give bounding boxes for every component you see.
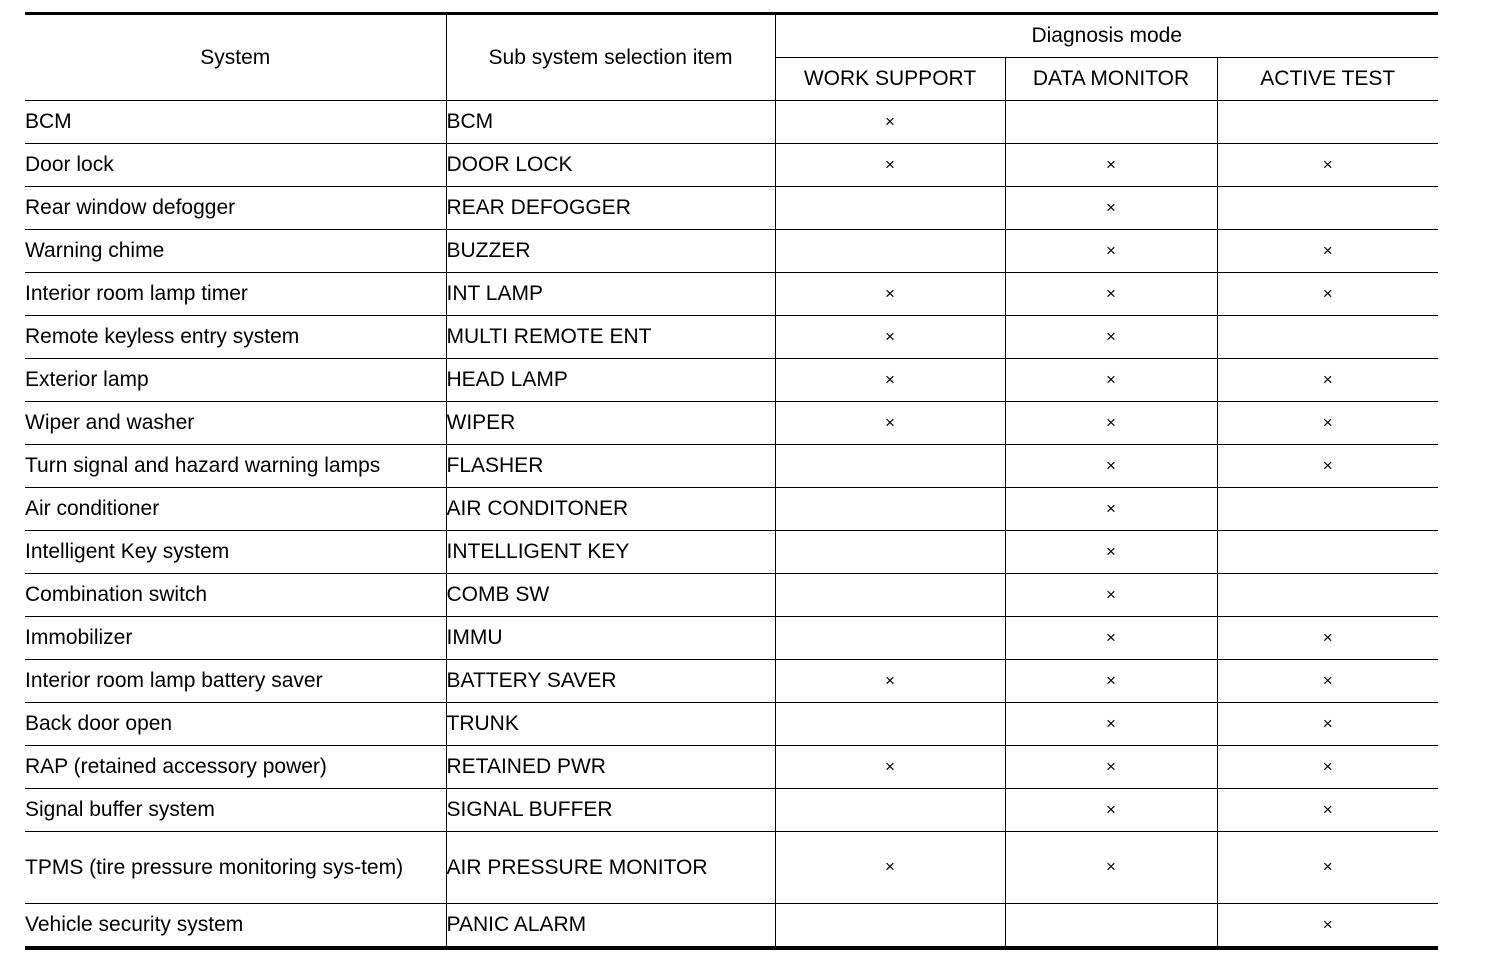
cell-system: Turn signal and hazard warning lamps bbox=[25, 445, 446, 488]
cell-sub-system: SIGNAL BUFFER bbox=[446, 789, 775, 832]
cell-work-support bbox=[775, 904, 1005, 949]
cell-sub-system: AIR CONDITONER bbox=[446, 488, 775, 531]
table-row bbox=[25, 230, 1438, 273]
cell-active-test bbox=[1217, 316, 1438, 359]
cell-active-test: × bbox=[1217, 789, 1438, 832]
cell-sub-system: BUZZER bbox=[446, 230, 775, 273]
cell-system: Interior room lamp timer bbox=[25, 273, 446, 316]
table-row bbox=[25, 445, 1438, 488]
column-header-work-support: WORK SUPPORT bbox=[775, 58, 1005, 101]
column-group-diagnosis-mode: Diagnosis mode bbox=[775, 14, 1438, 58]
table-row bbox=[25, 316, 1438, 359]
cell-sub-system: TRUNK bbox=[446, 703, 775, 746]
table-row bbox=[25, 101, 1438, 144]
cell-system: Warning chime bbox=[25, 230, 446, 273]
diagnosis-table bbox=[25, 12, 1438, 950]
cell-work-support: × bbox=[775, 832, 1005, 904]
cell-sub-system: RETAINED PWR bbox=[446, 746, 775, 789]
cell-active-test: × bbox=[1217, 445, 1438, 488]
table-row bbox=[25, 488, 1438, 531]
cell-system: Exterior lamp bbox=[25, 359, 446, 402]
cell-active-test: × bbox=[1217, 617, 1438, 660]
cell-work-support: × bbox=[775, 144, 1005, 187]
table-row bbox=[25, 359, 1438, 402]
cell-system: Vehicle security system bbox=[25, 904, 446, 949]
cell-data-monitor: × bbox=[1005, 488, 1217, 531]
cell-sub-system: COMB SW bbox=[446, 574, 775, 617]
cell-work-support: × bbox=[775, 359, 1005, 402]
table-row bbox=[25, 660, 1438, 703]
cell-data-monitor: × bbox=[1005, 273, 1217, 316]
cell-data-monitor: × bbox=[1005, 531, 1217, 574]
cell-work-support bbox=[775, 187, 1005, 230]
cell-sub-system: BATTERY SAVER bbox=[446, 660, 775, 703]
cell-data-monitor: × bbox=[1005, 402, 1217, 445]
cell-data-monitor: × bbox=[1005, 230, 1217, 273]
cell-active-test: × bbox=[1217, 904, 1438, 949]
table-row bbox=[25, 904, 1438, 949]
cell-active-test: × bbox=[1217, 359, 1438, 402]
cell-data-monitor: × bbox=[1005, 187, 1217, 230]
table-row bbox=[25, 144, 1438, 187]
cell-data-monitor: × bbox=[1005, 316, 1217, 359]
cell-active-test bbox=[1217, 531, 1438, 574]
cell-data-monitor: × bbox=[1005, 617, 1217, 660]
cell-system: Back door open bbox=[25, 703, 446, 746]
cell-active-test: × bbox=[1217, 402, 1438, 445]
column-header-sub-system: Sub system selection item bbox=[446, 14, 775, 101]
table-row bbox=[25, 832, 1438, 904]
header-row-top bbox=[25, 14, 1438, 58]
cell-sub-system: DOOR LOCK bbox=[446, 144, 775, 187]
cell-active-test: × bbox=[1217, 230, 1438, 273]
cell-sub-system: INTELLIGENT KEY bbox=[446, 531, 775, 574]
cell-active-test: × bbox=[1217, 703, 1438, 746]
cell-system: Air conditioner bbox=[25, 488, 446, 531]
table-row bbox=[25, 574, 1438, 617]
cell-sub-system: AIR PRESSURE MONITOR bbox=[446, 832, 775, 904]
table-row bbox=[25, 617, 1438, 660]
cell-system: Combination switch bbox=[25, 574, 446, 617]
table-row bbox=[25, 789, 1438, 832]
cell-system: BCM bbox=[25, 101, 446, 144]
cell-work-support: × bbox=[775, 746, 1005, 789]
cell-data-monitor bbox=[1005, 101, 1217, 144]
cell-system: Signal buffer system bbox=[25, 789, 446, 832]
cell-active-test bbox=[1217, 187, 1438, 230]
cell-sub-system: IMMU bbox=[446, 617, 775, 660]
cell-work-support: × bbox=[775, 402, 1005, 445]
cell-sub-system: MULTI REMOTE ENT bbox=[446, 316, 775, 359]
cell-active-test: × bbox=[1217, 144, 1438, 187]
column-header-data-monitor: DATA MONITOR bbox=[1005, 58, 1217, 101]
cell-system: Rear window defogger bbox=[25, 187, 446, 230]
cell-work-support bbox=[775, 574, 1005, 617]
cell-sub-system: WIPER bbox=[446, 402, 775, 445]
cell-sub-system: HEAD LAMP bbox=[446, 359, 775, 402]
cell-active-test: × bbox=[1217, 660, 1438, 703]
cell-active-test bbox=[1217, 574, 1438, 617]
cell-system: Interior room lamp battery saver bbox=[25, 660, 446, 703]
cell-system: Door lock bbox=[25, 144, 446, 187]
cell-data-monitor: × bbox=[1005, 144, 1217, 187]
cell-sub-system: FLASHER bbox=[446, 445, 775, 488]
cell-sub-system: REAR DEFOGGER bbox=[446, 187, 775, 230]
cell-system: RAP (retained accessory power) bbox=[25, 746, 446, 789]
cell-sub-system: PANIC ALARM bbox=[446, 904, 775, 949]
cell-system: Remote keyless entry system bbox=[25, 316, 446, 359]
cell-active-test: × bbox=[1217, 273, 1438, 316]
cell-data-monitor: × bbox=[1005, 789, 1217, 832]
cell-active-test bbox=[1217, 488, 1438, 531]
cell-data-monitor: × bbox=[1005, 445, 1217, 488]
cell-system: Wiper and washer bbox=[25, 402, 446, 445]
table-row bbox=[25, 402, 1438, 445]
cell-system: Immobilizer bbox=[25, 617, 446, 660]
cell-data-monitor bbox=[1005, 904, 1217, 949]
cell-data-monitor: × bbox=[1005, 703, 1217, 746]
cell-data-monitor: × bbox=[1005, 359, 1217, 402]
table-body bbox=[25, 101, 1438, 949]
table-header bbox=[25, 14, 1438, 101]
cell-work-support bbox=[775, 531, 1005, 574]
table-row bbox=[25, 531, 1438, 574]
cell-sub-system: INT LAMP bbox=[446, 273, 775, 316]
cell-system: TPMS (tire pressure monitoring sys-tem) bbox=[25, 832, 446, 904]
table-row bbox=[25, 273, 1438, 316]
cell-system: Intelligent Key system bbox=[25, 531, 446, 574]
cell-sub-system: BCM bbox=[446, 101, 775, 144]
table-row bbox=[25, 746, 1438, 789]
cell-active-test: × bbox=[1217, 832, 1438, 904]
cell-work-support: × bbox=[775, 660, 1005, 703]
cell-data-monitor: × bbox=[1005, 574, 1217, 617]
cell-work-support: × bbox=[775, 316, 1005, 359]
cell-work-support bbox=[775, 617, 1005, 660]
table-row bbox=[25, 187, 1438, 230]
cell-work-support: × bbox=[775, 101, 1005, 144]
cell-data-monitor: × bbox=[1005, 660, 1217, 703]
cell-active-test bbox=[1217, 101, 1438, 144]
column-header-system: System bbox=[25, 14, 446, 101]
cell-data-monitor: × bbox=[1005, 832, 1217, 904]
cell-work-support bbox=[775, 488, 1005, 531]
cell-work-support bbox=[775, 703, 1005, 746]
table-row bbox=[25, 703, 1438, 746]
cell-work-support: × bbox=[775, 273, 1005, 316]
cell-active-test: × bbox=[1217, 746, 1438, 789]
cell-work-support bbox=[775, 789, 1005, 832]
cell-work-support bbox=[775, 230, 1005, 273]
cell-work-support bbox=[775, 445, 1005, 488]
cell-data-monitor: × bbox=[1005, 746, 1217, 789]
column-header-active-test: ACTIVE TEST bbox=[1217, 58, 1438, 101]
